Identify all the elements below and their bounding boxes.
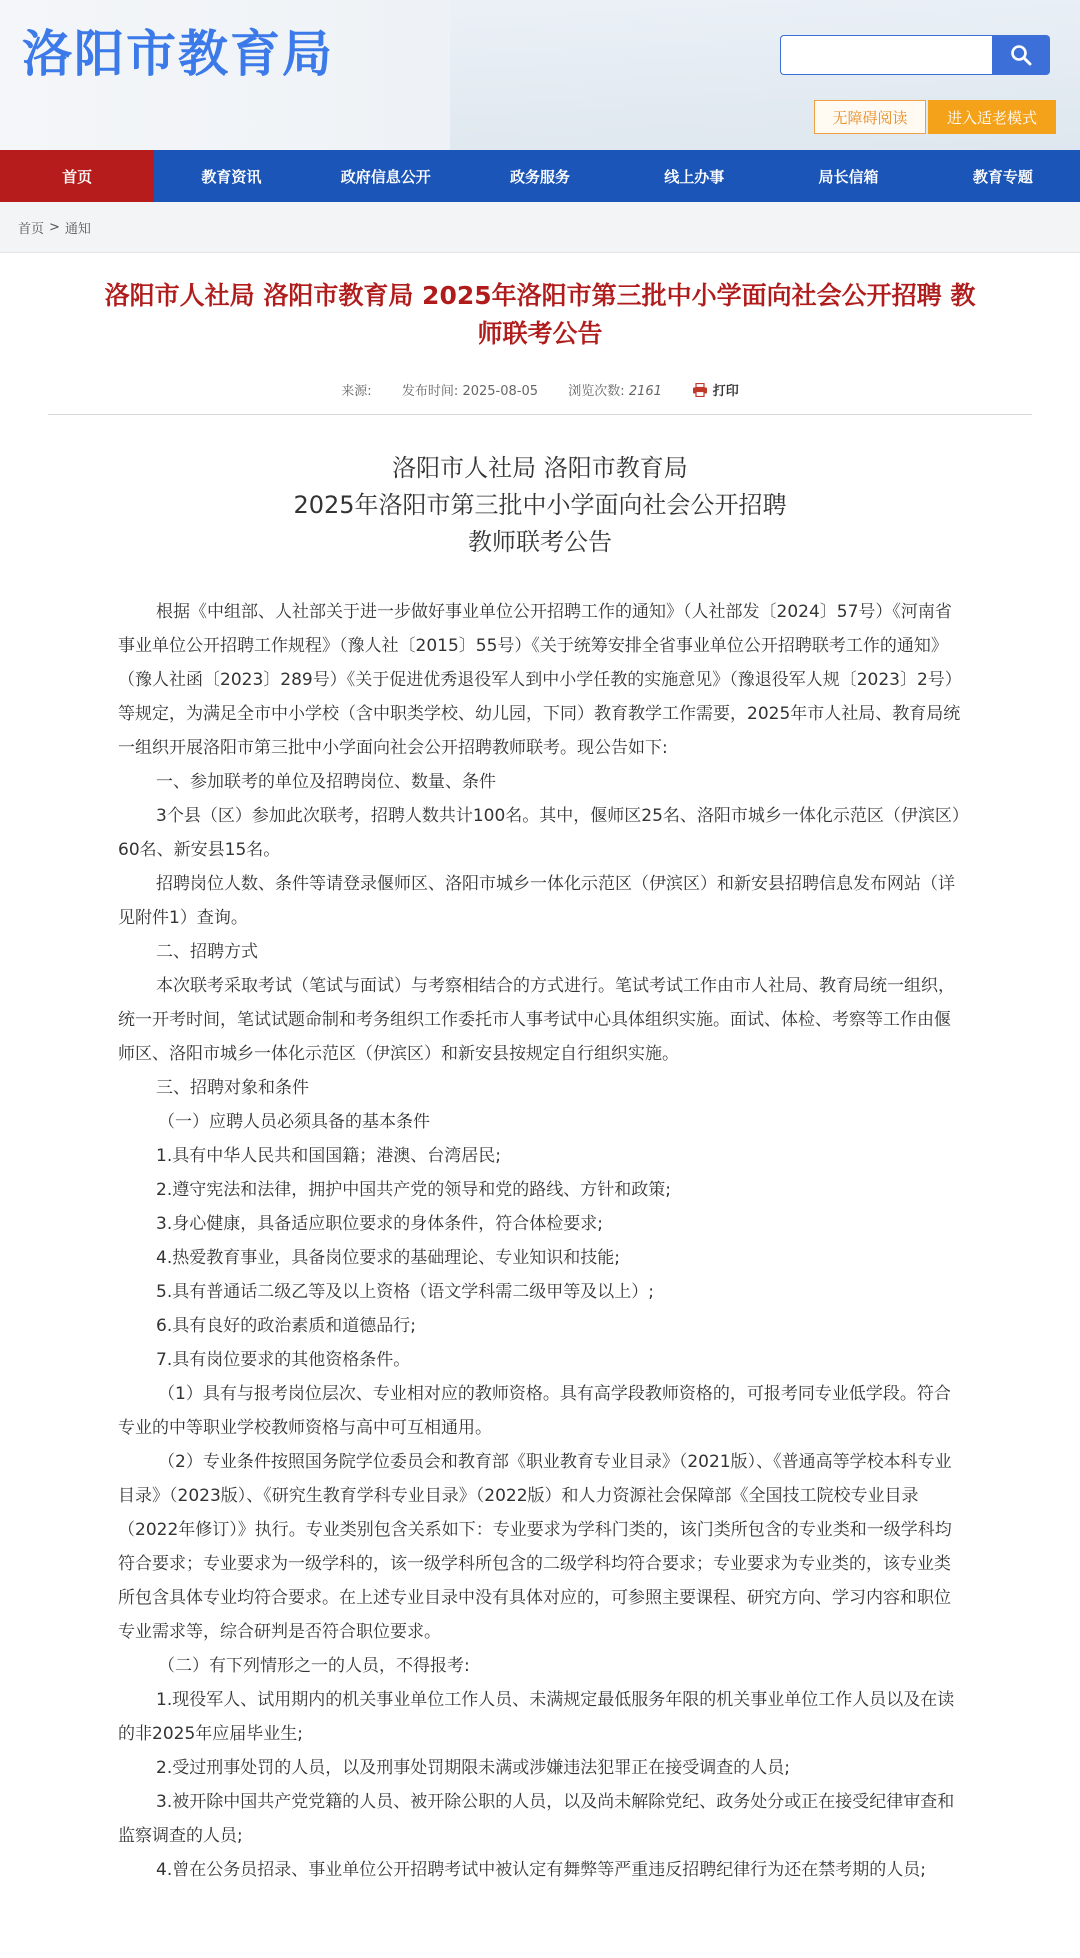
paragraph: 3个县（区）参加此次联考，招聘人数共计100名。其中，偃师区25名、洛阳市城乡一体化示范区（伊滨区）60名、新安县15名。 [118, 806, 961, 860]
document-title-line-1: 洛阳市人社局 洛阳市教育局 [392, 454, 688, 482]
nav-item-education-news[interactable]: 教育资讯 [201, 167, 262, 186]
list-item: 7.具有岗位要求的其他资格条件。 [156, 1350, 411, 1370]
section-heading: 三、招聘对象和条件 [156, 1078, 309, 1098]
main-nav [0, 150, 1080, 202]
list-item: 4.曾在公务员招录、事业单位公开招聘考试中被认定有舞弊等严重违反招聘纪律行为还在禁考期的人员; [156, 1860, 926, 1880]
article-meta [0, 380, 1080, 399]
subsection-heading: （一）应聘人员必须具备的基本条件 [158, 1112, 430, 1132]
paragraph: 本次联考采取考试（笔试与面试）与考察相结合的方式进行。笔试考试工作由市人社局、教育局统一组织，统一开考时间，笔试试题命制和考务组织工作委托市人事考试中心具体组织实施。面试、体检、考察等工作由偃师区、洛阳市城乡一体化示范区（伊滨区）和新安县按规定自行组织实施。 [118, 976, 955, 1064]
section-heading: 二、招聘方式 [156, 942, 258, 962]
nav-item-home[interactable]: 首页 [0, 150, 154, 202]
elder-mode-button[interactable]: 进入适老模式 [928, 100, 1056, 134]
date-label: 发布时间: [401, 384, 459, 399]
list-item: 6.具有良好的政治素质和道德品行; [156, 1316, 416, 1336]
search-icon [1009, 43, 1033, 67]
document-title [0, 450, 1080, 561]
list-item: 1.现役军人、试用期内的机关事业单位工作人员、未满规定最低服务年限的机关事业单位工作人员以及在读的非2025年应届毕业生; [118, 1690, 955, 1744]
breadcrumb-home[interactable]: 首页 [18, 221, 45, 237]
list-item: 3.身心健康，具备适应职位要求的身体条件，符合体检要求; [156, 1214, 603, 1234]
breadcrumb [0, 202, 1080, 253]
list-item: 5.具有普通话二级乙等及以上资格（语文学科需二级甲等及以上）; [156, 1282, 654, 1302]
publish-date: 2025-08-05 [462, 384, 539, 399]
accessibility-button[interactable]: 无障碍阅读 [814, 100, 926, 134]
paragraph: （2）专业条件按照国务院学位委员会和教育部《职业教育专业目录》（2021版）、《普通高等学校本科专业目录》（2023版）、《研究生教育学科专业目录》（2022版）和人力资源社会保障部《全国技工院校专业目录（2022年修订）》执行。专业类别包含关系如下：专业要求为学科门类的，该门类所包含的专业类和一级学科均符合要求；专业要求为一级学科的，该一级学科所包含的二级学科均符合要求；专业要求为专业类的，该专业类所包含具体专业均符合要求。在上述专业目录中没有具体对应的，可参照主要课程、研究方向、学习内容和职位专业需求等，综合研判是否符合职位要求。 [118, 1452, 952, 1642]
printer-icon [692, 383, 708, 397]
list-item: 2.受过刑事处罚的人员，以及刑事处罚期限未满或涉嫌违法犯罪正在接受调查的人员; [156, 1758, 790, 1778]
print-button[interactable] [692, 384, 739, 399]
search-button[interactable] [992, 35, 1050, 75]
nav-item-gov-services[interactable]: 政务服务 [509, 167, 570, 186]
article-body [118, 595, 964, 1887]
print-label: 打印 [712, 384, 739, 399]
document-title-line-2: 2025年洛阳市第三批中小学面向社会公开招聘 [293, 491, 787, 519]
list-item: 1.具有中华人民共和国国籍；港澳、台湾居民; [156, 1146, 501, 1166]
paragraph: 根据《中组部、人社部关于进一步做好事业单位公开招聘工作的通知》（人社部发〔2024〕57号）《河南省事业单位公开招聘工作规程》（豫人社〔2015〕55号）《关于统筹安排全省事业单位公开招聘联考工作的通知》（豫人社函〔2023〕289号）《关于促进优秀退役军人到中小学任教的实施意见》（豫退役军人规〔2023〕2号）等规定，为满足全市中小学校（含中职类学校、幼儿园，下同）教育教学工作需要，2025年市人社局、教育局统一组织开展洛阳市第三批中小学面向社会公开招聘教师联考。现公告如下: [118, 602, 962, 758]
nav-item-online-services[interactable]: 线上办事 [664, 167, 725, 186]
site-title[interactable]: 洛阳市教育局 [22, 25, 334, 83]
article-title [60, 277, 1020, 353]
list-item: 4.热爱教育事业，具备岗位要求的基础理论、专业知识和技能; [156, 1248, 620, 1268]
breadcrumb-separator: > [49, 219, 60, 235]
source-label: 来源: [341, 384, 372, 399]
paragraph: 招聘岗位人数、条件等请登录偃师区、洛阳市城乡一体化示范区（伊滨区）和新安县招聘信息发布网站（详见附件1）查询。 [118, 874, 955, 928]
breadcrumb-current[interactable]: 通知 [64, 221, 91, 237]
search-input[interactable] [780, 35, 992, 75]
list-item: 2.遵守宪法和法律，拥护中国共产党的领导和党的路线、方针和政策; [156, 1180, 671, 1200]
article-title-line-1: 洛阳市人社局 洛阳市教育局 2025年洛阳市第三批中小学面向社会公开招聘 教 [104, 281, 976, 310]
nav-item-director-mailbox[interactable]: 局长信箱 [818, 167, 879, 186]
site-header [0, 0, 1080, 150]
divider [48, 414, 1032, 415]
nav-item-education-topics[interactable]: 教育专题 [972, 167, 1033, 186]
section-heading: 一、参加联考的单位及招聘岗位、数量、条件 [156, 772, 496, 792]
article-title-line-2: 师联考公告 [477, 319, 603, 348]
subsection-heading: （二）有下列情形之一的人员，不得报考: [158, 1656, 470, 1676]
views-label: 浏览次数: [568, 384, 625, 399]
nav-item-gov-info[interactable]: 政府信息公开 [340, 167, 431, 186]
views-count: 2161 [628, 384, 662, 399]
paragraph: （1）具有与报考岗位层次、专业相对应的教师资格。具有高学段教师资格的，可报考同专业低学段。符合专业的中等职业学校教师资格与高中可互相通用。 [118, 1384, 951, 1438]
document-title-line-3: 教师联考公告 [468, 528, 612, 556]
list-item: 3.被开除中国共产党党籍的人员、被开除公职的人员，以及尚未解除党纪、政务处分或正在接受纪律审查和监察调查的人员; [118, 1792, 955, 1846]
